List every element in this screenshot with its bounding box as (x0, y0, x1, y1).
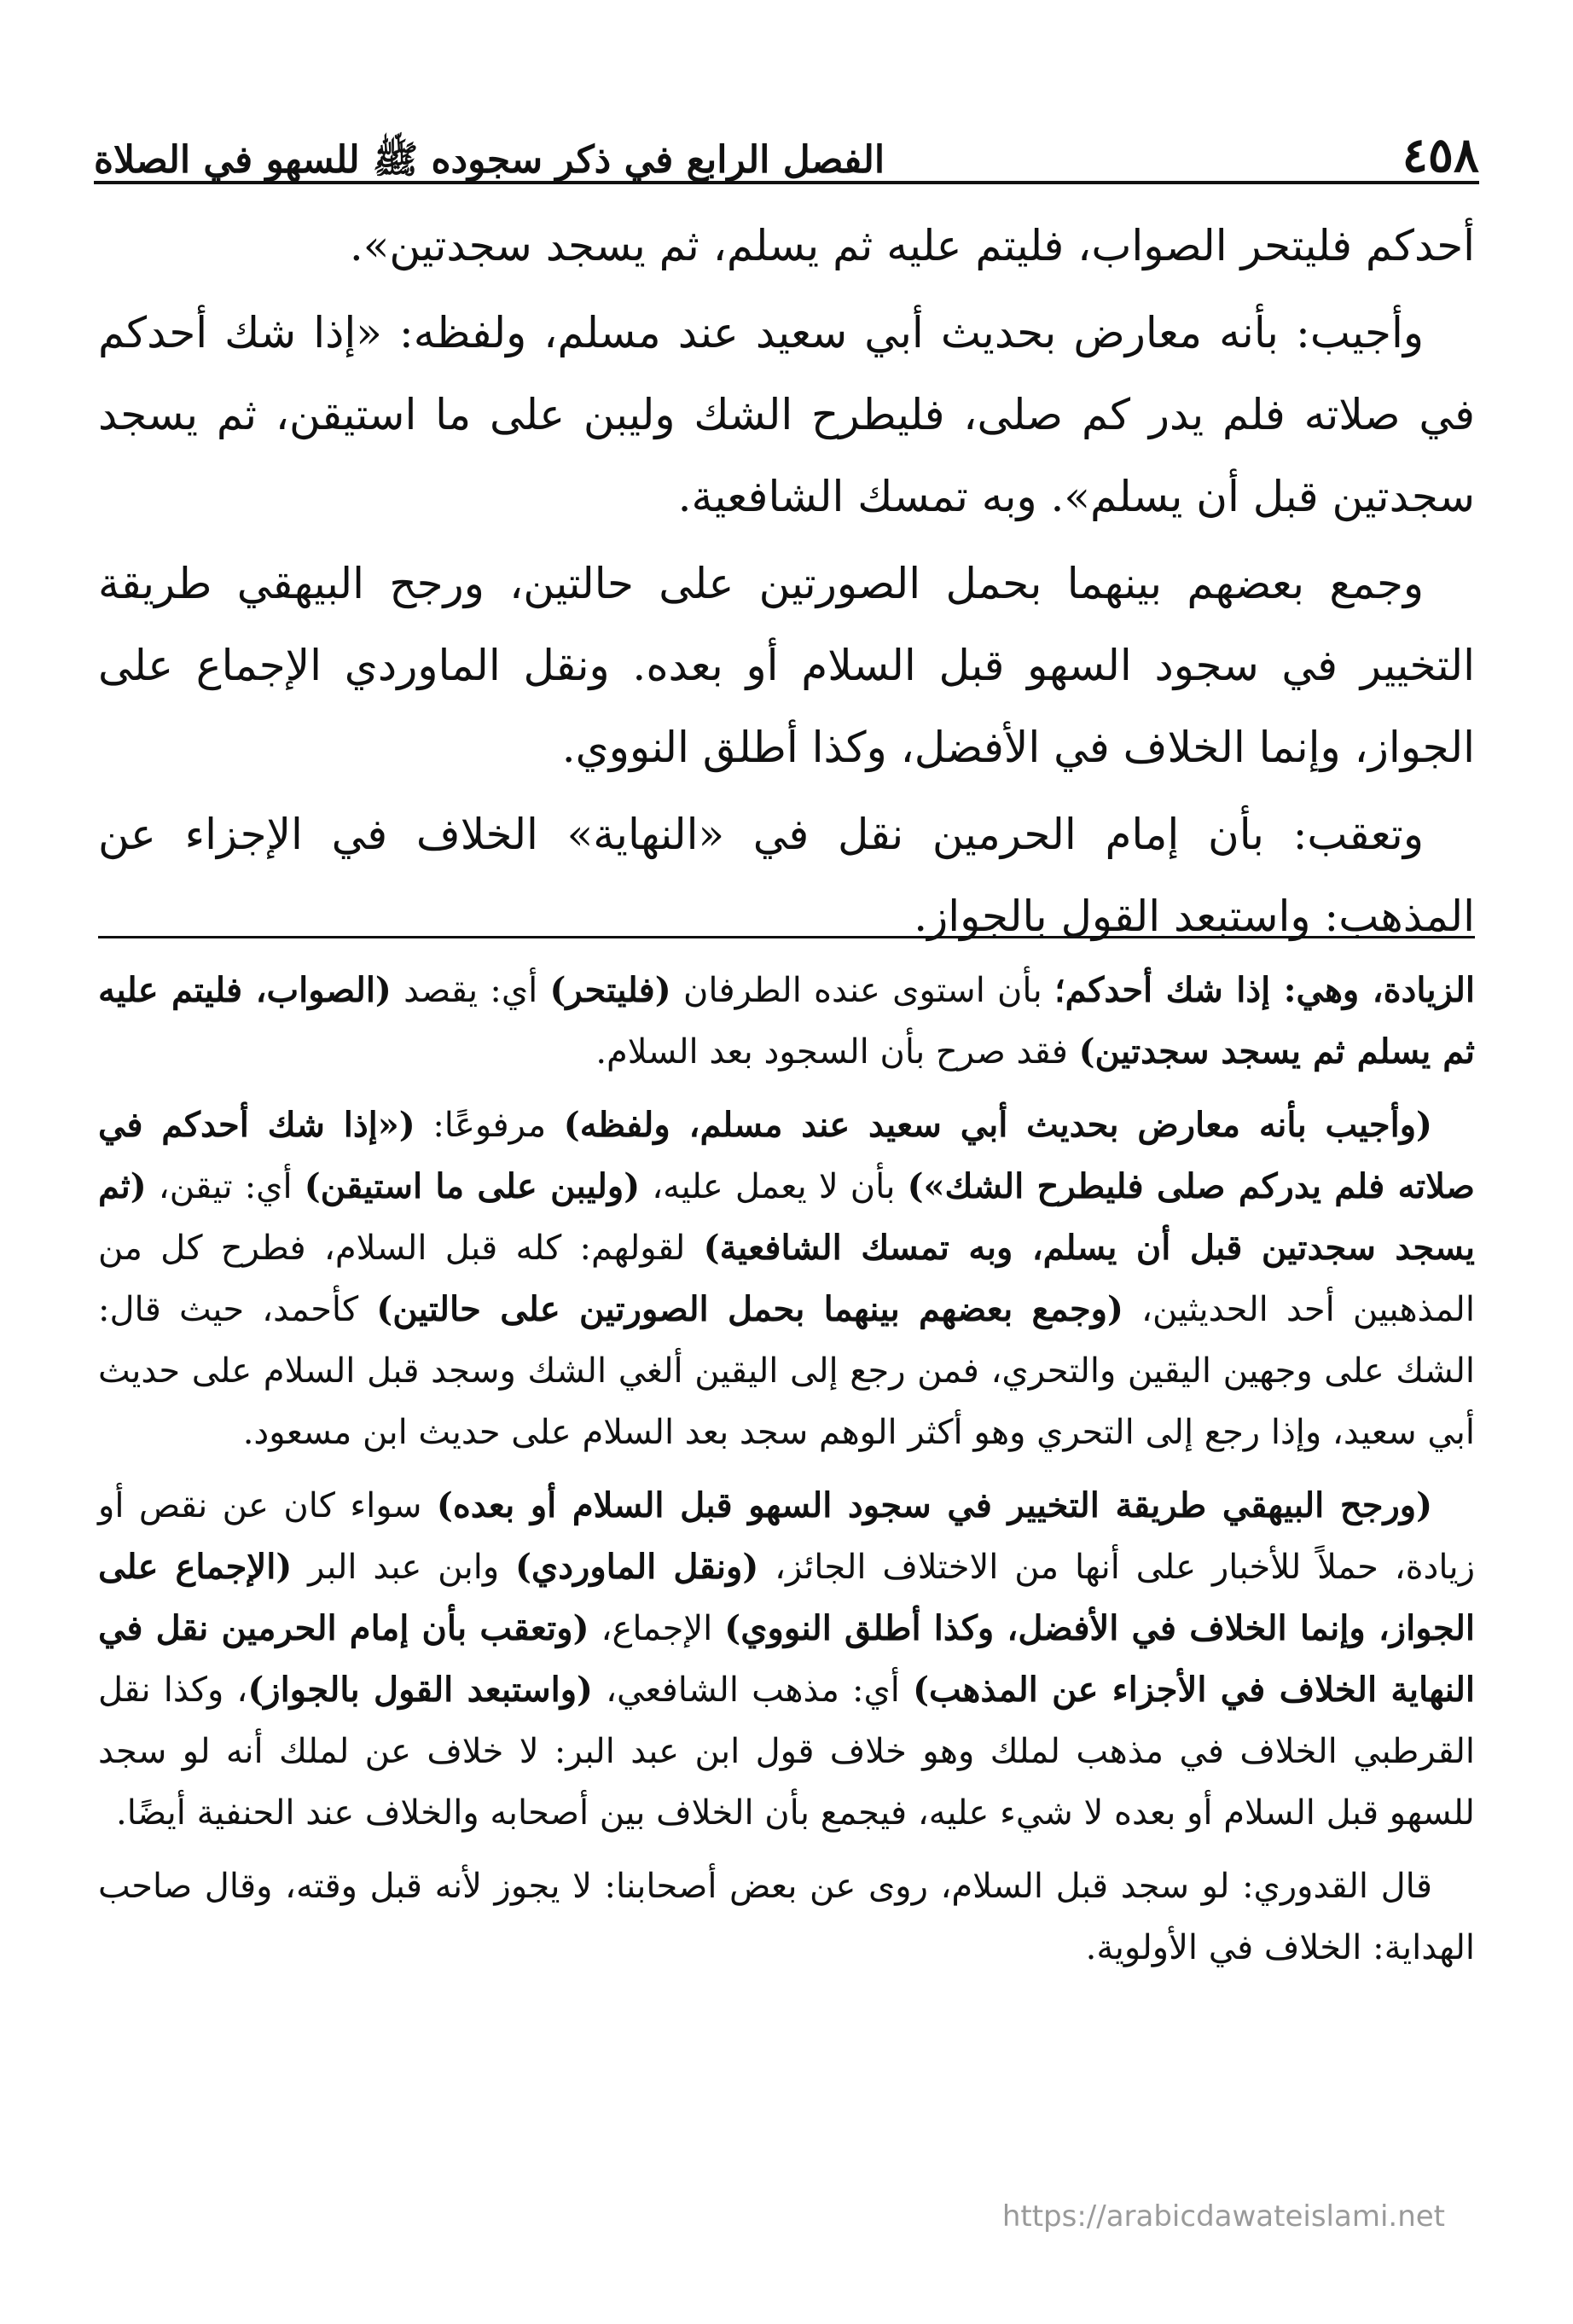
commentary-paragraph (98, 1095, 1475, 1463)
quoted-text: (فليتحر) (549, 970, 671, 1010)
quoted-text: الزيادة، وهي: إذا شك أحدكم؛ (1054, 970, 1476, 1010)
commentary-text: ، وكذا نقل القرطبي الخلاف في مذهب لملك وهو خلاف قول ابن عبد البر: لا خلاف عن لملك أنه لو سجد للسهو قبل السلام أو بعده لا شيء عليه، فيجمع بأن الخلاف بين أصحابه والخلاف عند الحنفية أيضًا. (98, 1670, 1475, 1833)
header-divider (94, 181, 1479, 184)
commentary-text: وابن عبد البر (292, 1548, 515, 1587)
commentary-text: كأحمد، حيث قال: الشك على وجهين اليقين والتحري، فمن رجع إلى اليقين ألغي الشك وسجد قبل السلام على حديث أبي سعيد، وإذا رجع إلى التحري وهو أكثر الوهم سجد بعد السلام على حديث ابن مسعود. (98, 1290, 1475, 1452)
main-text-body (98, 205, 1475, 962)
quoted-text: (وأجيب بأنه معارض بحديث أبي سعيد عند مسلم، ولفظه) (563, 1105, 1432, 1145)
commentary-text: أي: مذهب الشافعي، (592, 1670, 914, 1710)
main-paragraph: وأجيب: بأنه معارض بحديث أبي سعيد عند مسلم، ولفظه: «إذا شك أحدكم في صلاته فلم يدر كم صلى، فليطرح الشك وليبن على ما استيقن، ثم يسجد سجدتين قبل أن يسلم». وبه تمسك الشافعية. (98, 308, 1475, 521)
quoted-text: (وتعقب بأن إمام الحرمين نقل في النهاية الخلاف في الأجزاء عن المذهب) (98, 1608, 1476, 1710)
commentary-paragraph: قال القدوري: لو سجد قبل السلام، روى عن بعض أصحابنا: لا يجوز لأنه قبل وقته، وقال صاحب الهداية: الخلاف في الأولوية. (98, 1867, 1475, 1967)
commentary-text: أي: يقصد (391, 971, 550, 1010)
commentary-body (98, 960, 1475, 1990)
quoted-text: (الصواب، فليتم عليه ثم يسلم ثم يسجد سجدتين) (98, 970, 1475, 1072)
page-header (94, 102, 1479, 188)
quoted-text: (الإجماع على الجواز، وإنما الخلاف في الأفضل، وكذا أطلق النووي) (98, 1547, 1476, 1648)
commentary-text: سواء كان عن نقص أو زيادة، حملاً للأخبار على أنها من الاختلاف الجائز، (98, 1486, 1476, 1587)
commentary-text: بأن لا يعمل عليه، (640, 1167, 908, 1206)
quoted-text: (ونقل الماوردي) (515, 1547, 759, 1587)
quoted-text: (وليبن على ما استيقن) (304, 1166, 641, 1206)
quoted-text: («إذا شك أحدكم في صلاته فلم يدركم صلى فليطرح الشك») (98, 1105, 1475, 1206)
quoted-text: (واستبعد القول بالجواز) (247, 1670, 593, 1710)
quoted-text: (وجمع بعضهم بينهما بحمل الصورتين على حالتين) (376, 1289, 1123, 1329)
commentary-paragraph (98, 1475, 1475, 1844)
commentary-paragraph (98, 960, 1475, 1083)
commentary-text: أي: تيقن، (146, 1167, 305, 1206)
source-watermark: https://arabicdawateislami.net (1001, 2199, 1445, 2234)
main-paragraph: أحدكم فليتحر الصواب، فليتم عليه ثم يسلم، ثم يسجد سجدتين». (349, 221, 1475, 270)
commentary-divider (98, 936, 1475, 938)
page-number: ٤٥٨ (1402, 127, 1479, 183)
commentary-text: لقولهم: كله قبل السلام، فطرح كل من المذهبين أحد الحديثين، (98, 1229, 1475, 1329)
commentary-text: بأن استوى عنده الطرفان (670, 971, 1054, 1010)
main-paragraph: وجمع بعضهم بينهما بحمل الصورتين على حالتين، ورجح البيهقي طريقة التخيير في سجود السهو قبل السلام أو بعده. ونقل الماوردي الإجماع على الجواز، وإنما الخلاف في الأفضل، وكذا أطلق النووي. (98, 559, 1475, 772)
commentary-text: الإجماع، (589, 1609, 725, 1648)
main-paragraph: وتعقب: بأن إمام الحرمين نقل في «النهاية» الخلاف في الإجزاء عن المذهب: واستبعد القول بالجواز. (98, 810, 1475, 941)
quoted-text: (ثم يسجد سجدتين قبل أن يسلم، وبه تمسك الشافعية) (98, 1166, 1475, 1268)
commentary-text: مرفوعًا: (415, 1106, 564, 1145)
running-title: الفصل الرابع في ذكر سجوده ﷺ للسهو في الصلاة (94, 138, 885, 182)
quoted-text: (ورجح البيهقي طريقة التخيير في سجود السهو قبل السلام أو بعده) (436, 1485, 1432, 1525)
commentary-text: فقد صرح بأن السجود بعد السلام. (595, 1032, 1079, 1072)
